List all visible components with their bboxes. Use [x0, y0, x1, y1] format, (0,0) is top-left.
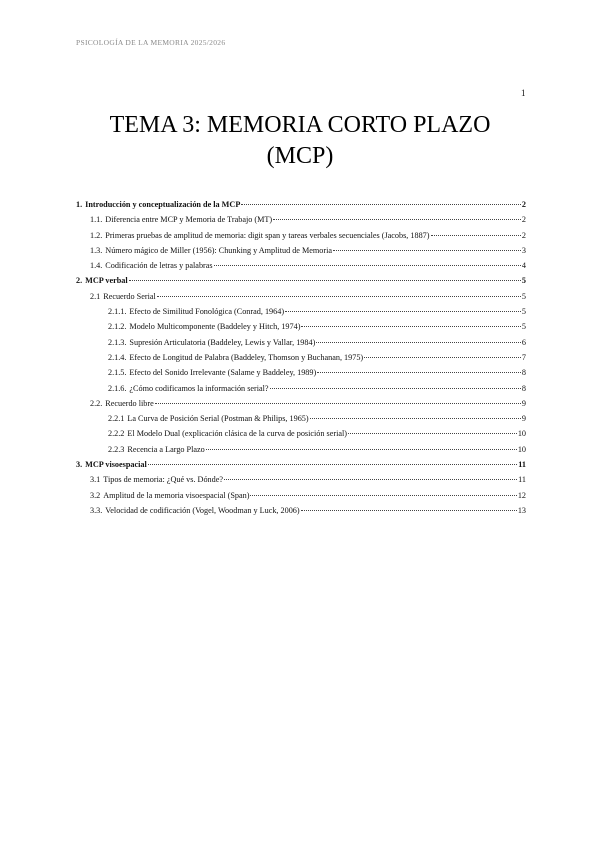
toc-entry[interactable]: [76, 414, 526, 429]
toc-entry-page: 2: [521, 200, 526, 209]
toc-entry-number: 2.2.3: [108, 444, 125, 454]
toc-entry-page: 4: [521, 261, 526, 271]
toc-entry-label: [90, 261, 213, 270]
toc-entry[interactable]: [76, 322, 526, 337]
toc-entry-label: [90, 491, 249, 500]
toc-entry[interactable]: [76, 384, 526, 399]
toc-entry-text: Introducción y conceptualización de la MCP: [85, 200, 241, 209]
toc-dot-leader: [157, 296, 521, 297]
document-title: [76, 110, 524, 172]
toc-entry-number: 2.2.: [90, 398, 103, 408]
toc-entry-text: Velocidad de codificación (Vogel, Woodman y Luck, 2006): [105, 505, 300, 515]
toc-entry-number: 2.2.2: [108, 429, 125, 439]
toc-entry-text: Codificación de letras y palabras: [105, 261, 213, 271]
toc-entry-number: 3.1: [90, 475, 101, 485]
toc-entry-page: 9: [521, 414, 526, 424]
toc-entry-page: 2: [521, 215, 526, 225]
toc-entry-number: 3.2: [90, 490, 101, 500]
toc-entry-number: 2.1.4.: [108, 352, 127, 362]
toc-entry-number: 2.: [76, 276, 83, 286]
toc-entry-number: 2.1.6.: [108, 383, 127, 393]
toc-dot-leader: [214, 265, 521, 266]
running-header: PSICOLOGÍA DE LA MEMORIA 2025/2026: [76, 38, 226, 47]
toc-entry-label: [108, 338, 315, 347]
toc-entry-text: Efecto de Longitud de Palabra (Baddeley, Thomson y Buchanan, 1975): [129, 352, 364, 362]
toc-dot-leader: [317, 372, 521, 373]
toc-entry-number: 1.1.: [90, 215, 103, 225]
toc-entry[interactable]: [76, 338, 526, 353]
toc-entry-page: 5: [521, 276, 526, 286]
title-line-2: (MCP): [266, 143, 334, 169]
toc-entry-text: La Curva de Posición Serial (Postman & Philips, 1965): [127, 414, 309, 424]
toc-entry[interactable]: [76, 368, 526, 383]
toc-dot-leader: [316, 342, 521, 343]
toc-entry-label: [90, 231, 430, 240]
toc-dot-leader: [129, 280, 521, 281]
toc-entry-text: Modelo Multicomponente (Baddeley y Hitch, 1974): [129, 322, 301, 332]
toc-entry-number: 2.1.3.: [108, 337, 127, 347]
toc-entry-page: 8: [521, 368, 526, 378]
toc-entry-label: [108, 322, 300, 331]
toc-entry-text: Tipos de memoria: ¿Qué vs. Dónde?: [103, 475, 223, 485]
toc-entry-page: 12: [517, 490, 526, 500]
toc-entry[interactable]: [76, 460, 526, 475]
toc-entry[interactable]: [76, 200, 526, 215]
toc-entry-label: [108, 445, 205, 454]
toc-entry-number: 1.3.: [90, 245, 103, 255]
toc-entry[interactable]: [76, 292, 526, 307]
toc-entry-page: 3: [521, 245, 526, 255]
toc-entry-number: 2.1.5.: [108, 368, 127, 378]
toc-entry-page: 5: [521, 322, 526, 332]
toc-dot-leader: [285, 311, 521, 312]
toc-entry[interactable]: [76, 491, 526, 506]
toc-entry-label: [108, 429, 347, 438]
toc-entry-label: [76, 460, 147, 469]
toc-entry-text: Supresión Articulatoria (Baddeley, Lewis y Vallar, 1984): [129, 337, 316, 347]
toc-entry[interactable]: [76, 429, 526, 444]
toc-entry-number: 2.1.2.: [108, 322, 127, 332]
toc-dot-leader: [364, 357, 521, 358]
toc-entry[interactable]: [76, 506, 526, 521]
toc-entry-label: [108, 414, 309, 423]
toc-dot-leader: [273, 219, 521, 220]
toc-entry-number: 2.1.1.: [108, 307, 127, 317]
toc-entry-text: Número mágico de Miller (1956): Chunking y Amplitud de Memoria: [105, 245, 332, 255]
toc-entry-text: Recencia a Largo Plazo: [127, 444, 205, 454]
toc-entry-number: 1.2.: [90, 230, 103, 240]
toc-entry-label: [90, 399, 154, 408]
toc-entry-label: [108, 307, 284, 316]
toc-entry-page: 7: [521, 352, 526, 362]
toc-entry-text: ¿Cómo codificamos la información serial?: [129, 383, 269, 393]
toc-dot-leader: [206, 449, 517, 450]
toc-entry-page: 9: [521, 398, 526, 408]
toc-entry[interactable]: [76, 399, 526, 414]
toc-entry-page: 13: [517, 505, 526, 515]
toc-entry-number: 2.2.1: [108, 414, 125, 424]
toc-dot-leader: [310, 418, 521, 419]
toc-entry-number: 2.1: [90, 291, 101, 301]
toc-entry-page: 8: [521, 383, 526, 393]
toc-entry-label: [108, 384, 269, 393]
toc-entry-text: Efecto del Sonido Irrelevante (Salame y Baddeley, 1989): [129, 368, 317, 378]
page-number: 1: [521, 88, 526, 98]
toc-dot-leader: [224, 479, 517, 480]
toc-entry-text: Amplitud de la memoria visoespacial (Span): [103, 490, 250, 500]
toc-dot-leader: [301, 510, 517, 511]
toc-entry-label: [90, 475, 223, 484]
toc-entry-label: [90, 506, 300, 515]
toc-entry-number: 1.: [76, 200, 83, 209]
toc-entry-label: [90, 292, 156, 301]
table-of-contents: [76, 200, 526, 521]
toc-entry[interactable]: [76, 261, 526, 276]
toc-entry-page: 5: [521, 291, 526, 301]
toc-entry-page: 5: [521, 307, 526, 317]
toc-entry-page: 11: [518, 460, 526, 470]
toc-entry-text: Efecto de Similitud Fonológica (Conrad, 1964): [129, 307, 285, 317]
toc-entry-page: 2: [521, 230, 526, 240]
toc-dot-leader: [250, 495, 516, 496]
toc-entry[interactable]: [76, 246, 526, 261]
toc-entry-label: [76, 200, 240, 209]
toc-entry-number: 1.4.: [90, 261, 103, 271]
toc-entry[interactable]: [76, 445, 526, 460]
toc-entry[interactable]: [76, 307, 526, 322]
toc-entry-text: Recuerdo libre: [105, 398, 154, 408]
toc-entry-text: MCP verbal: [85, 276, 128, 286]
toc-dot-leader: [301, 326, 520, 327]
toc-entry-label: [90, 246, 332, 255]
toc-entry-text: Diferencia entre MCP y Memoria de Trabajo (MT): [105, 215, 273, 225]
toc-entry-label: [76, 276, 128, 285]
toc-entry-label: [108, 368, 316, 377]
toc-entry-text: Primeras pruebas de amplitud de memoria: digit span y tareas verbales secuenciales (Jacobs, 1887): [105, 230, 430, 240]
toc-dot-leader: [241, 204, 521, 205]
toc-entry-label: [108, 353, 363, 362]
toc-entry-label: [90, 215, 272, 224]
toc-dot-leader: [270, 388, 521, 389]
toc-entry-number: 3.3.: [90, 505, 103, 515]
toc-entry-text: Recuerdo Serial: [103, 291, 156, 301]
toc-entry-page: 6: [521, 337, 526, 347]
toc-dot-leader: [431, 235, 521, 236]
toc-entry-number: 3.: [76, 460, 83, 470]
toc-entry-text: MCP visoespacial: [85, 460, 147, 470]
toc-entry-page: 10: [517, 444, 526, 454]
toc-entry[interactable]: [76, 215, 526, 230]
toc-dot-leader: [348, 433, 517, 434]
toc-entry-page: 11: [518, 475, 526, 485]
title-line-1: TEMA 3: MEMORIA CORTO PLAZO: [109, 112, 491, 138]
toc-entry[interactable]: [76, 475, 526, 490]
toc-entry[interactable]: [76, 276, 526, 291]
toc-entry-text: El Modelo Dual (explicación clásica de la curva de posición serial): [127, 429, 347, 439]
toc-dot-leader: [148, 464, 517, 465]
toc-dot-leader: [155, 403, 521, 404]
toc-entry[interactable]: [76, 353, 526, 368]
toc-entry-page: 10: [517, 429, 526, 439]
toc-entry[interactable]: [76, 231, 526, 246]
toc-dot-leader: [333, 250, 521, 251]
